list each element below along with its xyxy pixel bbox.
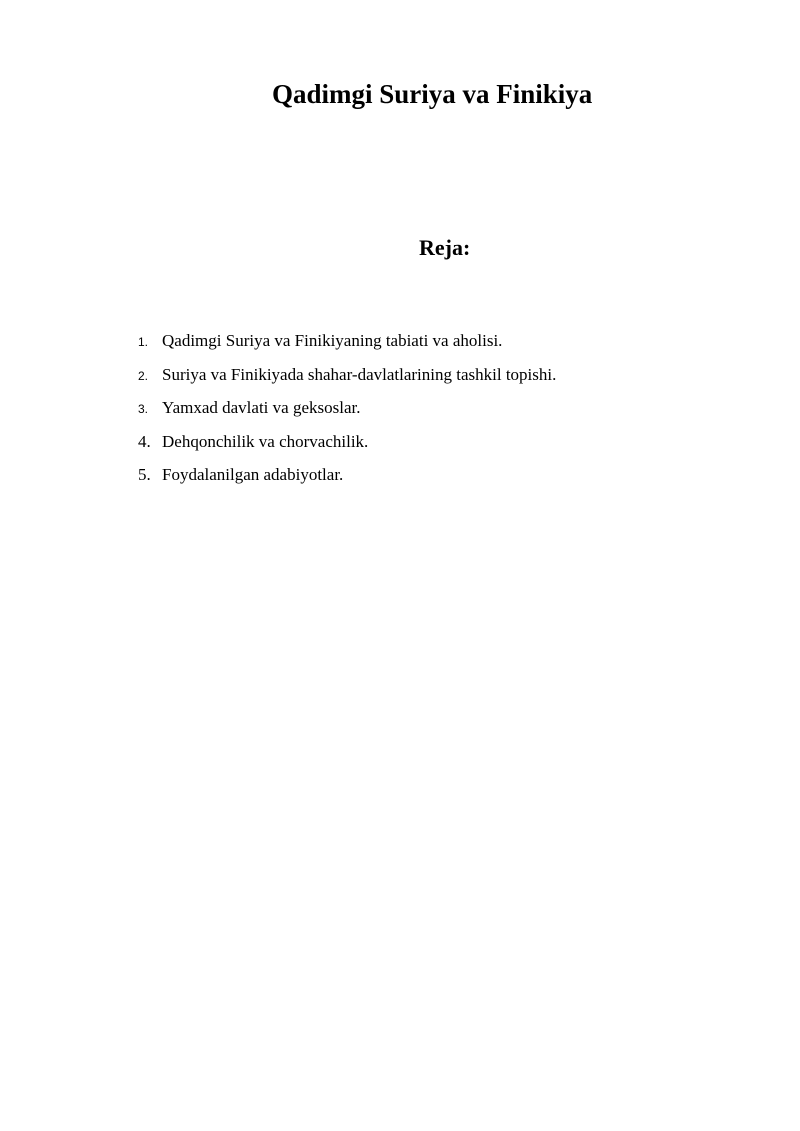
list-item xyxy=(138,361,556,395)
list-item-text: Foydalanilgan adabiyotlar. xyxy=(162,465,344,484)
list-item-text: Yamxad davlati va geksoslar. xyxy=(162,398,361,417)
list-item-number: 5. xyxy=(138,465,151,484)
page-title: Qadimgi Suriya va Finikiya xyxy=(272,79,593,109)
list-item-number: 3. xyxy=(138,402,149,416)
list-item xyxy=(138,394,556,428)
list-item-text: Suriya va Finikiyada shahar-davlatlarining tashkil topishi. xyxy=(162,364,557,384)
list-item-number: 2. xyxy=(138,368,149,383)
list-item-text: Dehqonchilik va chorvachilik. xyxy=(162,431,369,451)
list-item xyxy=(138,428,556,462)
plan-heading: Reja: xyxy=(419,235,471,260)
list-item-text: Qadimgi Suriya va Finikiyaning tabiati va aholisi. xyxy=(162,331,503,350)
list-item xyxy=(138,461,556,495)
plan-list xyxy=(138,327,556,495)
list-item-number: 1. xyxy=(138,335,149,349)
list-item xyxy=(138,327,556,361)
list-item-number: 4. xyxy=(138,431,151,451)
